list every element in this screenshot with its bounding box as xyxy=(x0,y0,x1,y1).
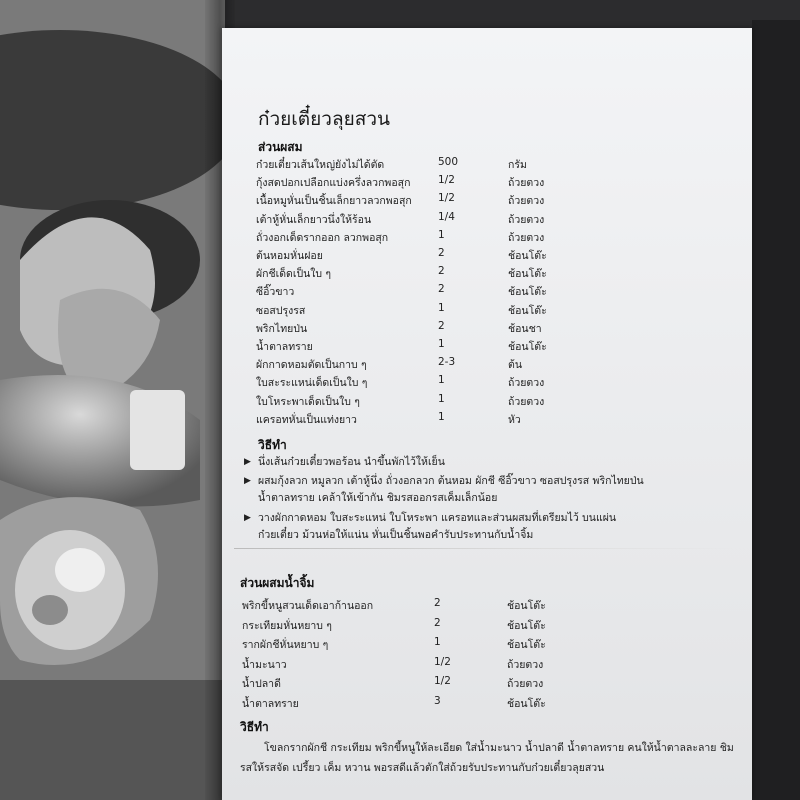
ingredient-unit: ถ้วยตวง xyxy=(508,395,545,408)
ingredient-name: กระเทียมหั่นหยาบ ๆ xyxy=(242,619,332,632)
ingredient-qty: 1 xyxy=(438,410,445,423)
ingredient-name: ผักชีเด็ดเป็นใบ ๆ xyxy=(256,268,332,281)
triangle-right-icon: ▶ xyxy=(244,513,251,523)
ingredient-qty: 1 xyxy=(434,636,441,649)
ingredient-unit: ช้อนโต๊ะ xyxy=(508,341,547,353)
ingredient-qty: 3 xyxy=(434,695,441,707)
ingredient-qty: 2-3 xyxy=(438,356,456,369)
ingredient-qty: 2 xyxy=(438,247,445,259)
ingredient-qty: 500 xyxy=(438,156,459,168)
ingredient-unit: ช้อนโต๊ะ xyxy=(507,600,546,612)
ingredient-qty: 1 xyxy=(438,374,445,387)
ingredient-qty: 2 xyxy=(438,265,445,278)
ingredient-name: รากผักชีหั่นหยาบ ๆ xyxy=(242,639,329,652)
ingredient-qty: 1/2 xyxy=(434,655,451,668)
ingredient-qty: 1 xyxy=(438,301,445,314)
ingredient-name: ซอสปรุงรส xyxy=(256,304,306,317)
ingredient-unit: ถ้วยตวง xyxy=(508,213,545,226)
ingredient-unit: ถ้วยตวง xyxy=(508,231,545,244)
ingredient-qty: 2 xyxy=(438,319,445,332)
ingredient-unit: ช้อนโต๊ะ xyxy=(507,639,546,652)
method-heading: วิธีทำ xyxy=(258,438,287,452)
ingredient-qty: 1 xyxy=(438,338,445,350)
ingredient-name: น้ำตาลทราย xyxy=(242,698,299,710)
method-step: ผสมกุ้งลวก หมูลวก เต้าหู้นึ่ง ถั่วงอกลวก ต้นหอม ผักชี ซีอิ๊วขาว ซอสปรุงรส พริกไทยป่น น้ำตาลทราย เคล้าให้เข้ากัน ชิมรสออกรสเค็มเล็กน้อย xyxy=(258,475,644,504)
ingredient-unit: ถ้วยตวง xyxy=(508,377,545,390)
ingredients-heading: ส่วนผสม xyxy=(258,140,303,154)
ingredient-qty: 1/2 xyxy=(438,192,455,205)
ingredient-name: ต้นหอมหั่นฝอย xyxy=(256,250,323,262)
ingredient-unit: ช้อนโต๊ะ xyxy=(508,250,547,262)
ingredient-unit: ถ้วยตวง xyxy=(508,177,545,190)
ingredient-qty: 1/2 xyxy=(434,675,451,688)
section-divider xyxy=(234,548,734,549)
ingredient-unit: ช้อนโต๊ะ xyxy=(508,268,547,281)
ingredient-unit: หัว xyxy=(508,413,521,426)
ingredient-unit: ช้อนโต๊ะ xyxy=(507,698,546,710)
food-photo xyxy=(0,0,225,800)
background-edge xyxy=(752,20,800,800)
ingredient-name: ผักกาดหอมตัดเป็นกาบ ๆ xyxy=(256,359,367,372)
ingredient-unit: ช้อนชา xyxy=(508,322,542,335)
ingredient-name: พริกขี้หนูสวนเด็ดเอาก้านออก xyxy=(242,600,374,612)
ingredient-name: น้ำมะนาว xyxy=(242,658,287,671)
ingredient-name: น้ำตาลทราย xyxy=(256,341,313,353)
ingredient-name: กุ้งสดปอกเปลือกแบ่งครึ่งลวกพอสุก xyxy=(256,177,411,190)
ingredient-unit: ถ้วยตวง xyxy=(508,195,545,208)
ingredient-name: ก๋วยเตี๋ยวเส้นใหญ่ยังไม่ได้ตัด xyxy=(256,159,385,171)
ingredient-name: ซีอิ๊วขาว xyxy=(256,286,295,299)
sauce-method-text: โขลกรากผักชี กระเทียม พริกขี้หนูให้ละเอียด ใส่น้ำมะนาว น้ำปลาดี น้ำตาลทราย คนให้น้ำตาลละลาย ชิมรสให้รสจัด เปรี้ยว เค็ม หวาน พอรสดีแล้วตักใส่ถ้วยรับประทานกับก๋วยเตี๋ยวลุยสวน xyxy=(240,742,734,774)
ingredient-unit: ช้อนโต๊ะ xyxy=(507,619,546,632)
method-step: วางผักกาดหอม ใบสะระแหน่ ใบโหระพา แครอทและส่วนผสมที่เตรียมไว้ บนแผ่นก๋วยเตี๋ยว ม้วนห่อให้แน่น หั่นเป็นชิ้นพอคำรับประทานกับน้ำจิ้ม xyxy=(258,512,617,541)
ingredient-unit: กรัม xyxy=(508,159,527,171)
ingredient-name: เนื้อหมูหั่นเป็นชิ้นเล็กยาวลวกพอสุก xyxy=(256,195,412,208)
ingredient-name: เต้าหู้หั่นเล็กยาวนึ่งให้ร้อน xyxy=(256,213,372,226)
sauce-heading: ส่วนผสมน้ำจิ้ม xyxy=(240,576,315,590)
recipe-title: ก๋วยเตี๋ยวลุยสวน xyxy=(258,108,390,130)
ingredient-unit: ช้อนโต๊ะ xyxy=(508,304,547,317)
recipe-page xyxy=(222,28,752,800)
ingredient-name: แครอทหั่นเป็นแท่งยาว xyxy=(256,413,357,426)
sauce-method-heading: วิธีทำ xyxy=(240,720,269,734)
ingredient-qty: 1 xyxy=(438,392,445,405)
ingredient-name: ถั่วงอกเด็ดรากออก ลวกพอสุก xyxy=(256,231,389,244)
ingredient-name: น้ำปลาดี xyxy=(242,678,281,691)
ingredient-qty: 1/2 xyxy=(438,174,455,187)
ingredient-qty: 1 xyxy=(438,228,445,241)
ingredient-qty: 2 xyxy=(434,597,441,609)
ingredient-qty: 1/4 xyxy=(438,210,455,223)
ingredient-qty: 2 xyxy=(434,616,441,629)
ingredient-unit: ช้อนโต๊ะ xyxy=(508,286,547,299)
ingredient-unit: ถ้วยตวง xyxy=(507,678,544,691)
rolled-noodle-photo xyxy=(0,0,225,800)
triangle-right-icon: ▶ xyxy=(244,457,251,467)
ingredient-name: พริกไทยป่น xyxy=(256,322,308,335)
triangle-right-icon: ▶ xyxy=(244,476,251,486)
ingredient-unit: ถ้วยตวง xyxy=(507,658,544,671)
method-step: นึ่งเส้นก๋วยเตี๋ยวพอร้อน นำขึ้นพักไว้ให้เย็น xyxy=(258,456,445,468)
ingredient-name: ใบสะระแหน่เด็ดเป็นใบ ๆ xyxy=(256,377,368,390)
ingredient-name: ใบโหระพาเด็ดเป็นใบ ๆ xyxy=(256,395,360,408)
ingredient-qty: 2 xyxy=(438,283,445,296)
ingredient-unit: ต้น xyxy=(508,359,522,372)
